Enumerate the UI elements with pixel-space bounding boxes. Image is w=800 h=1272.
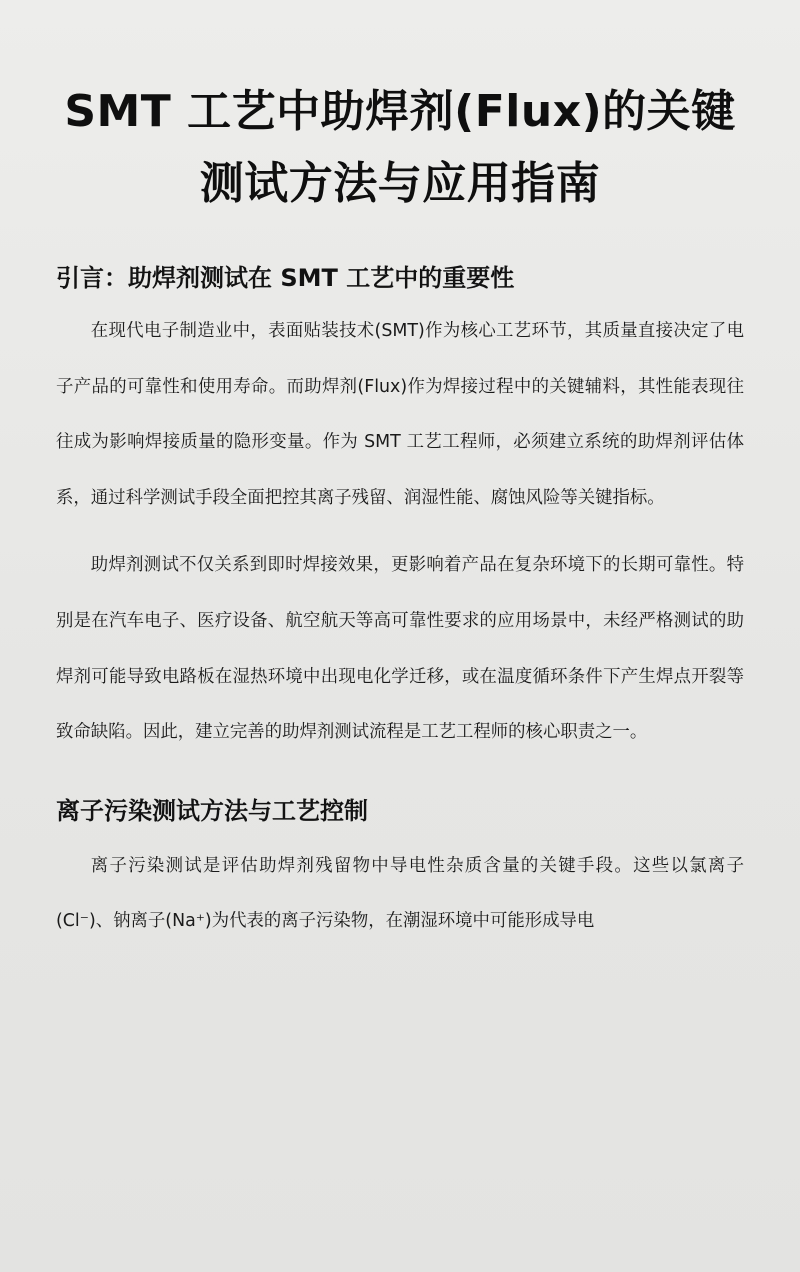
- paragraph-introduction-2: 助焊剂测试不仅关系到即时焊接效果，更影响着产品在复杂环境下的长期可靠性。特别是在汽车电子、医疗设备、航空航天等高可靠性要求的应用场景中，未经严格测试的助焊剂可能导致电路板在湿热环境中出现电化学迁移，或在温度循环条件下产生焊点开裂等致命缺陷。因此，建立完善的助焊剂测试流程是工艺工程师的核心职责之一。: [56, 555, 744, 743]
- section-heading-introduction: 引言：助焊剂测试在 SMT 工艺中的重要性: [56, 264, 515, 292]
- paragraph-introduction-1: 在现代电子制造业中，表面贴装技术(SMT)作为核心工艺环节，其质量直接决定了电子产品的可靠性和使用寿命。而助焊剂(Flux)作为焊接过程中的关键辅料，其性能表现往往成为影响焊接质量的隐形变量。作为 SMT 工艺工程师，必须建立系统的助焊剂评估体系，通过科学测试手段全面把控其离子残留、润湿性能、腐蚀风险等关键指标。: [56, 321, 744, 508]
- section-heading-ionic-contamination: 离子污染测试方法与工艺控制: [56, 796, 368, 825]
- document-title: SMT 工艺中助焊剂(Flux)的关键测试方法与应用指南: [64, 86, 736, 209]
- paragraph-ionic-contamination-1: 离子污染测试是评估助焊剂残留物中导电性杂质含量的关键手段。这些以氯离子(Cl⁻)、钠离子(Na⁺)为代表的离子污染物，在潮湿环境中可能形成导电: [56, 855, 744, 932]
